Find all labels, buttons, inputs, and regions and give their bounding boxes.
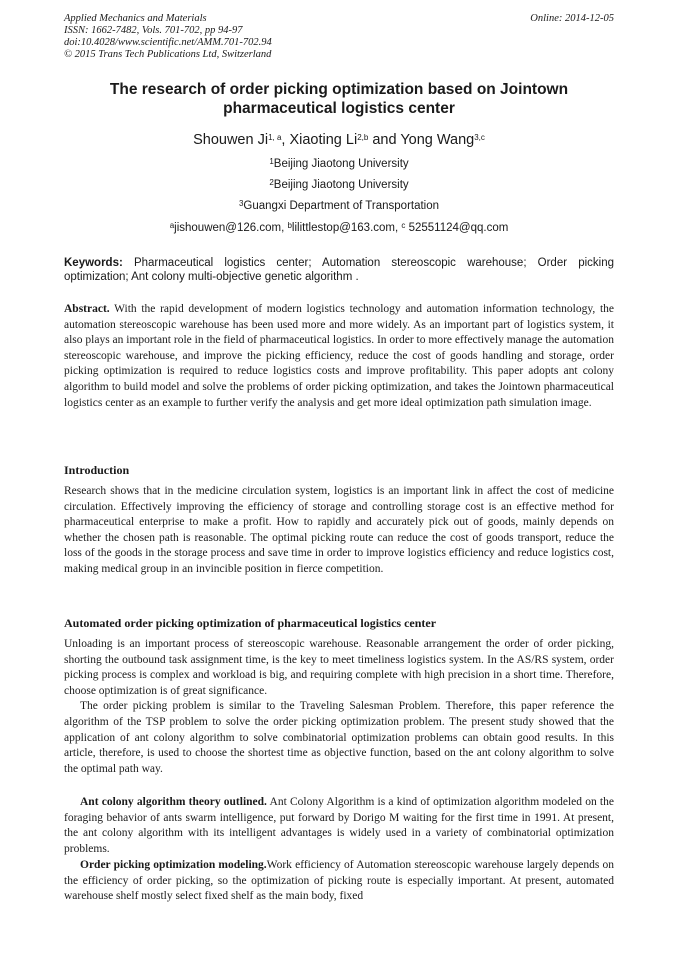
- email-superscript: c: [401, 221, 406, 230]
- author-separator: and: [368, 132, 401, 148]
- author-name: Xiaoting Li: [289, 132, 358, 148]
- keywords-text: Pharmaceutical logistics center; Automation stereoscopic warehouse; Order picking optimization; Ant colony multi-objective genetic algorithm .: [64, 257, 614, 283]
- affiliation-superscript: 3: [238, 199, 244, 208]
- journal-header: [64, 13, 272, 61]
- affiliation-superscript: 2: [269, 178, 274, 187]
- affiliation-text: Beijing Jiaotong University: [273, 179, 409, 191]
- section-body: [64, 637, 614, 777]
- paragraph: Unloading is an important process of stereoscopic warehouse. Reasonable arrangement the order of order picking, shorting the outbound task assignment time, is the key to meet timeliness logistics system. In the AS/RS system, order picking process is complex and workload is big, and requiring complete with high precision in a short time. Therefore, choose optimization is of great significance.: [64, 638, 614, 697]
- journal-name: Applied Mechanics and Materials: [64, 13, 207, 24]
- keywords-label: Keywords:: [64, 257, 123, 269]
- keywords: [64, 256, 614, 284]
- email-link[interactable]: lilittlestop@163.com,: [291, 222, 402, 234]
- affiliation-2: [64, 178, 614, 192]
- author-name: Shouwen Ji: [193, 132, 269, 148]
- section-heading: Automated order picking optimization of pharmaceutical logistics center: [64, 616, 437, 630]
- affiliation-superscript: 1: [269, 157, 274, 166]
- ant-colony-paragraph: [64, 795, 614, 857]
- paragraph-text: Ant Colony Algorithm is a kind of optimization algorithm modeled on the foraging behavior of ants swarm intelligence, put forward by Dorigo M waiting for the first time in 1991. At present, the ant colony algorithm with its intelligent advantages is widely used in a variety of combinatorial optimization problems.: [64, 796, 614, 855]
- author-name: Yong Wang: [400, 132, 475, 148]
- email-link[interactable]: 52551124@qq.com: [405, 222, 509, 234]
- author-line: [64, 131, 614, 149]
- affiliation-text: Guangxi Department of Transportation: [243, 200, 440, 212]
- paper-title: The research of order picking optimization based on Jointown pharmaceutical logistics center: [109, 81, 569, 117]
- email-link[interactable]: jishouwen@126.com,: [174, 222, 288, 234]
- introduction-body: Research shows that in the medicine circulation system, logistics is an important link in affect the cost of medicine circulation. Effectively improving the efficiency of storage and controlling storage cost is an effective method for pharmaceutical enterprise to make a profit. How to rapidly and accurately pick out of goods, mainly depends on whether the chosen path is reasonable. The optimal picking route can reduce the cost of goods transport, reduce the loss of the goods in the storage process and save time in order to improve logistics efficiency and reduce logistics cost, making medical group in an invincible position in fierce competition.: [64, 485, 614, 575]
- doi-line: doi:10.4028/www.scientific.net/AMM.701-702.94: [64, 37, 272, 48]
- abstract: [64, 302, 614, 411]
- modeling-paragraph: [64, 858, 614, 905]
- affiliation-1: [64, 157, 614, 171]
- paragraph: The order picking problem is similar to the Traveling Salesman Problem. Therefore, this paper reference the algorithm of the TSP problem to solve the order picking optimization problem. The present study showed that the application of ant colony algorithm to solve combinatorial optimization problems can obtain good results. In this article, therefore, is used to choose the shortest time as objective function, based on the ant colony algorithm to solve the optimal path way.: [64, 700, 614, 775]
- email-superscript: a: [169, 221, 175, 230]
- author-superscript: 2,b: [357, 133, 369, 142]
- email-superscript: b: [287, 221, 292, 230]
- author-separator: ,: [281, 132, 290, 148]
- affiliation-3: [64, 199, 614, 213]
- email-line: [64, 221, 614, 235]
- online-date: Online: 2014-12-05: [530, 13, 614, 24]
- subsection-label: Ant colony algorithm theory outlined.: [80, 796, 267, 808]
- paragraph-text: Work efficiency of Automation stereoscopic warehouse largely depends on the efficiency of order picking, so the optimization of picking route is especially important. At present, automated warehouse shelf mostly select fixed shelf as the main body, fixed: [64, 859, 614, 903]
- affiliation-text: Beijing Jiaotong University: [273, 158, 409, 170]
- copyright-line: © 2015 Trans Tech Publications Ltd, Switzerland: [64, 49, 272, 60]
- introduction-heading: Introduction: [64, 463, 130, 477]
- abstract-label: Abstract.: [64, 303, 110, 315]
- author-superscript: 3,c: [474, 133, 485, 142]
- abstract-text: With the rapid development of modern logistics technology and automation information technology, the automation stereoscopic warehouse has been used more and more widely. As an important part of logistics system, it also plays an important role in the field of pharmaceutical logistics. In order to more effectively manage the automation stereoscopic warehouse, and improve the picking efficiency, reduce the cost of goods handling and storage, order picking optimization is required to reduce logistics costs and improve profitability. This paper adopts ant colony algorithm to build model and solve the problems of order picking optimization, and takes the Jointown pharmaceutical logistics center as an example to further verify the analysis and get more ideal optimization path simulation image.: [64, 303, 615, 409]
- subsection-label: Order picking optimization modeling.: [80, 859, 267, 871]
- author-superscript: 1, a: [268, 133, 282, 142]
- issn-line: ISSN: 1662-7482, Vols. 701-702, pp 94-97: [64, 25, 243, 36]
